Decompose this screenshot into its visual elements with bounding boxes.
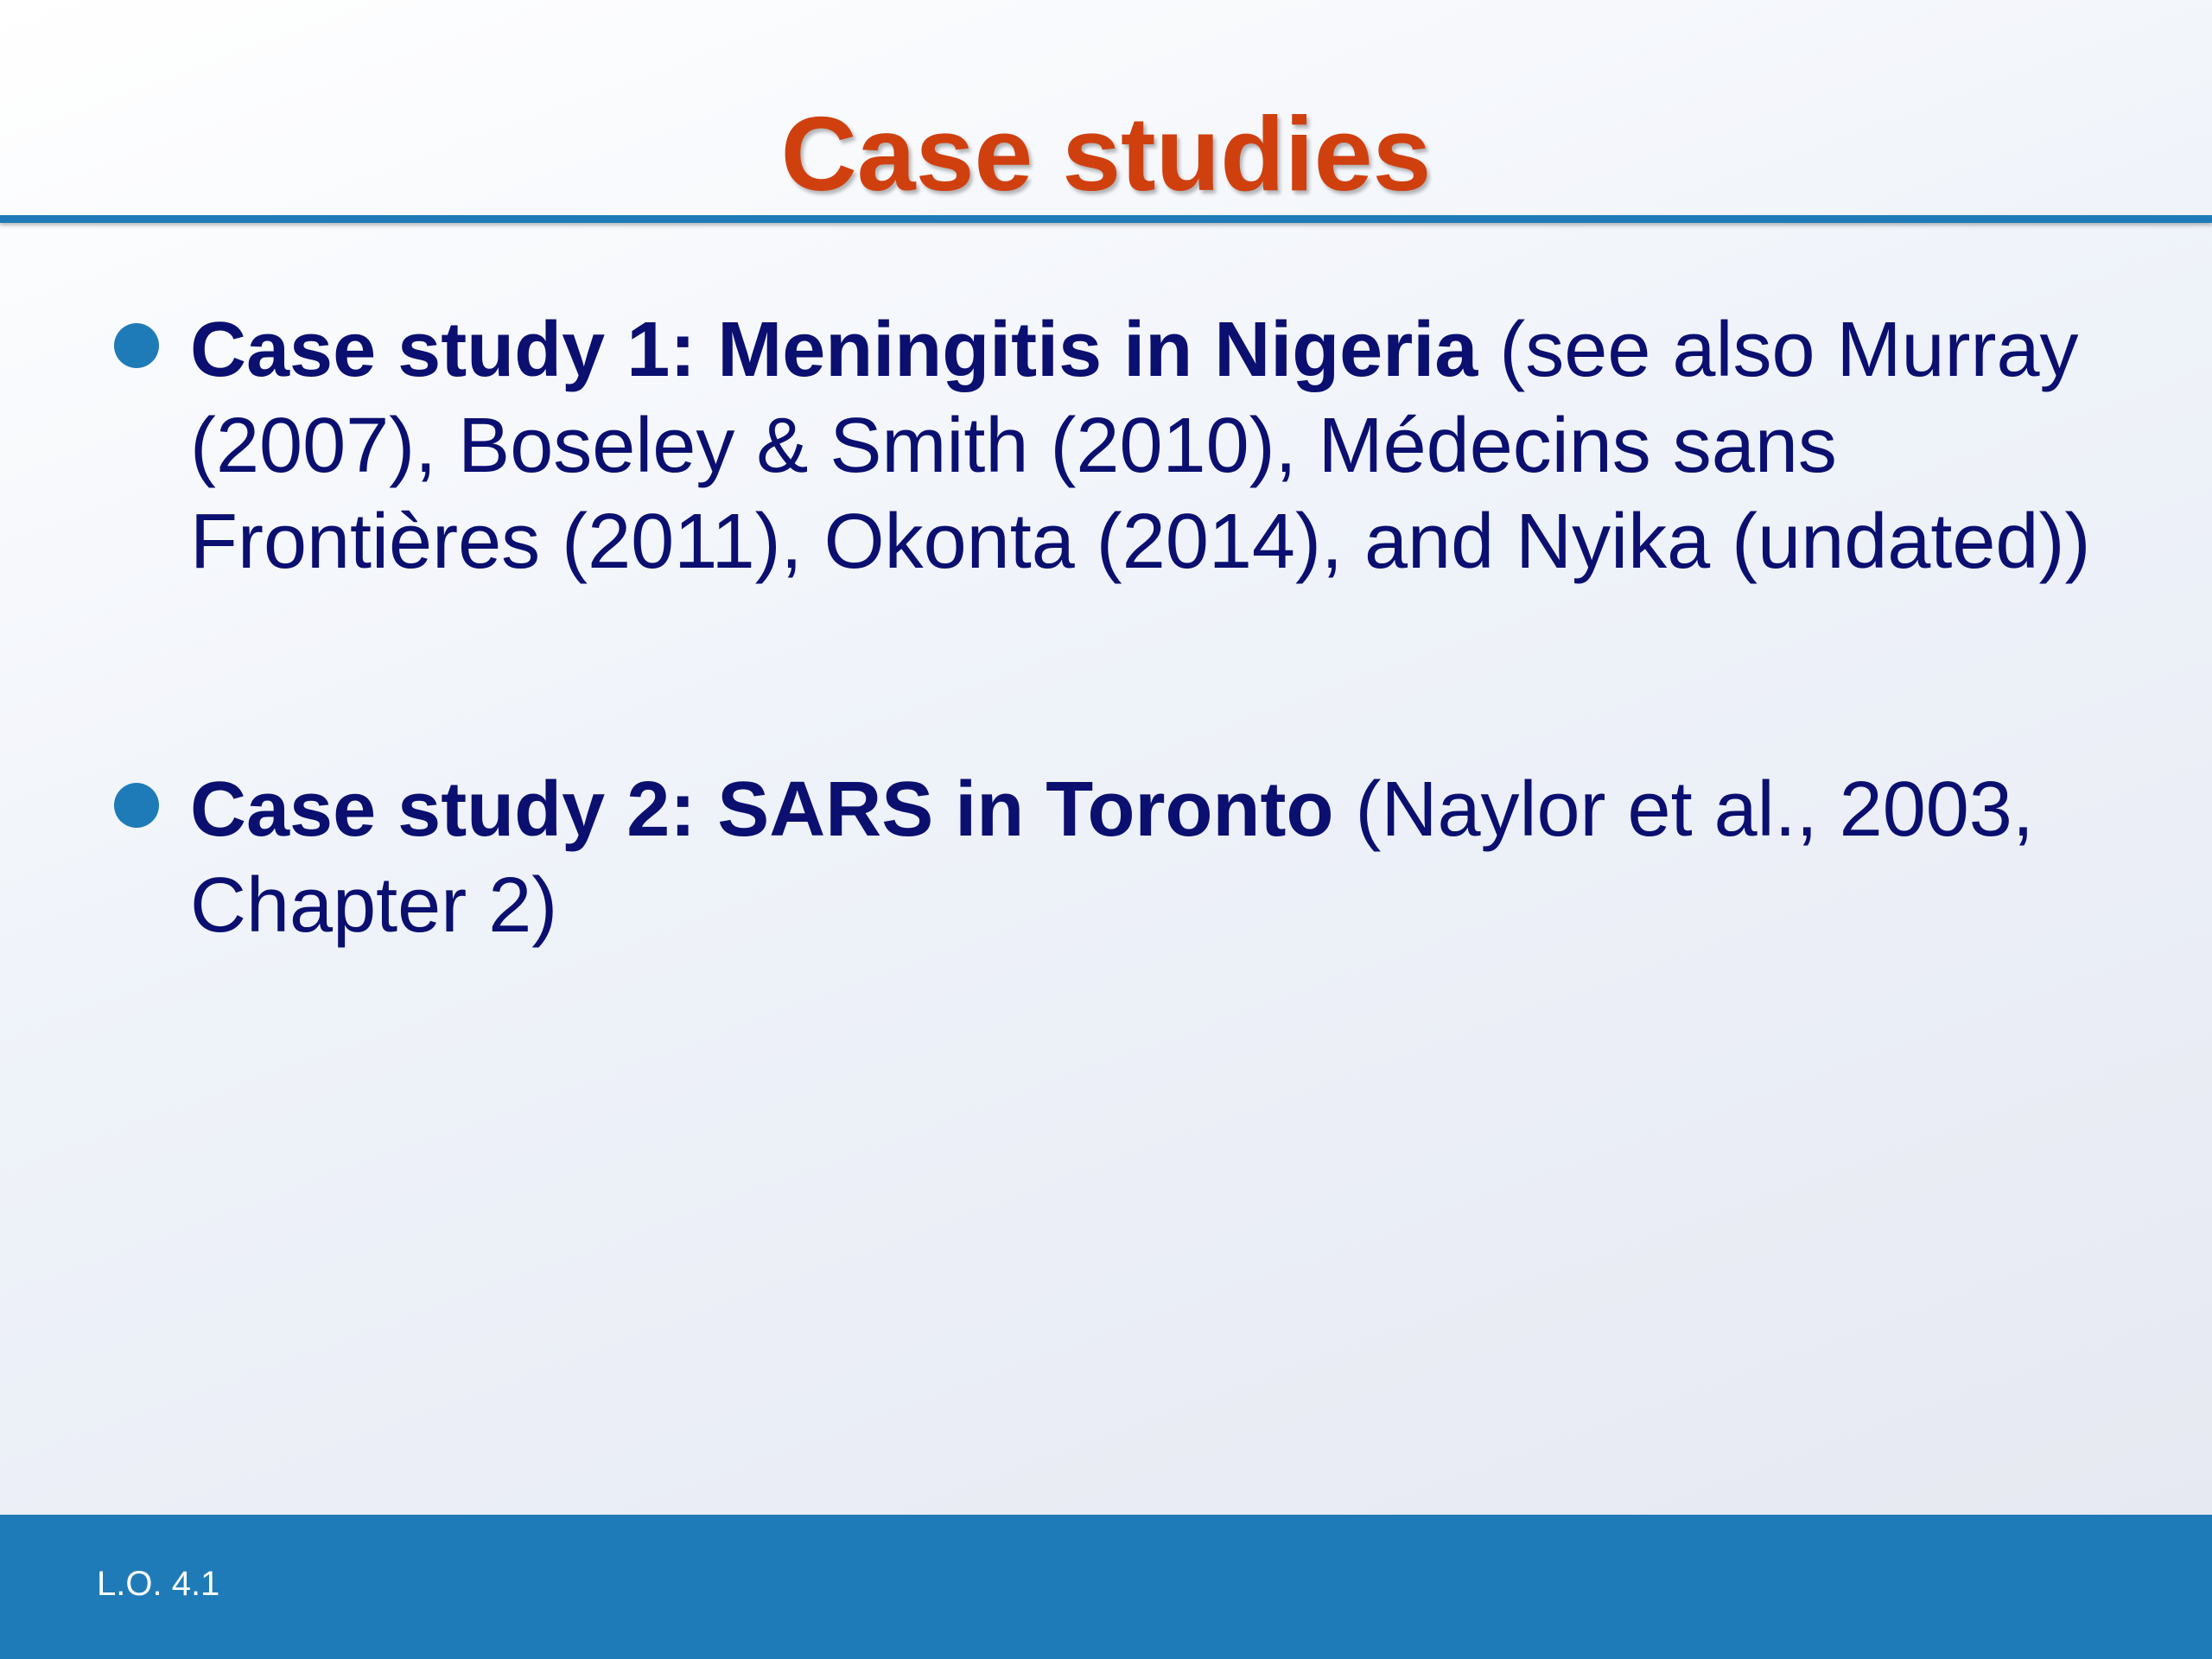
title-divider [0, 215, 2212, 223]
bullet-heading: Case study 2: SARS in Toronto [190, 766, 1334, 853]
bullet-dot-icon [114, 323, 159, 368]
footer-bar [0, 1515, 2212, 1659]
bullet-reference: (Naylor et al., 2003, Chapter 2) [190, 766, 2034, 949]
bullet-text [190, 302, 2126, 590]
bullet-text [190, 762, 2126, 954]
bullet-reference: (see also Murray (2007), Boseley & Smith (2010), Médecins sans Frontières (2011), Okonta (2014), and Nyika (undated)) [190, 307, 2091, 585]
bullet-dot-icon [114, 783, 159, 828]
bullet-heading: Case study 1: Meningitis in Nigeria [190, 307, 1478, 393]
footer-label: L.O. 4.1 [97, 1565, 220, 1603]
slide-title: Case studies [780, 95, 1432, 213]
